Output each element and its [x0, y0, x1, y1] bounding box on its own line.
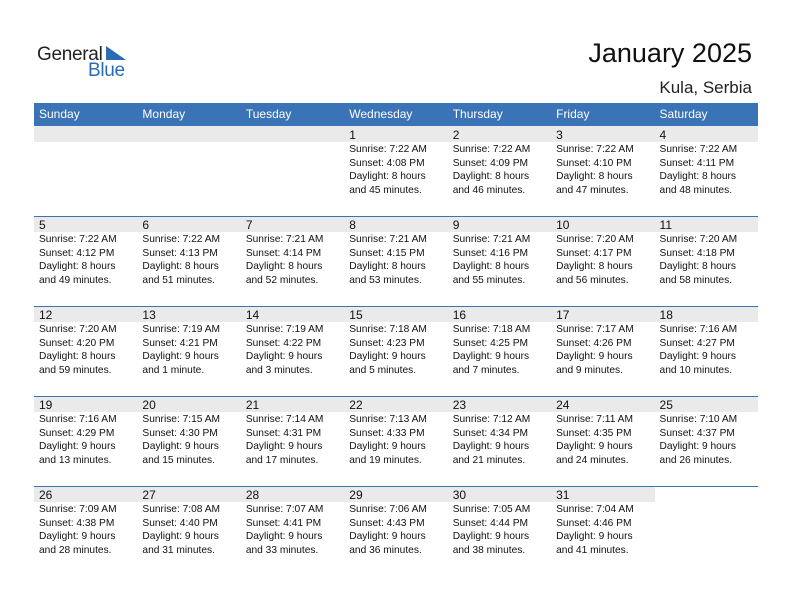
- day-minutes: and 3 minutes.: [245, 364, 313, 376]
- day-number: 22: [349, 398, 363, 412]
- day-daylight: Daylight: 9 hours: [349, 441, 426, 452]
- day-minutes: and 21 minutes.: [452, 454, 526, 466]
- day-sunrise: Sunrise: 7:07 AM: [245, 504, 324, 515]
- day-minutes: and 36 minutes.: [349, 544, 422, 556]
- day-sunrise: Sunrise: 7:22 AM: [142, 234, 221, 245]
- location-label: Kula, Serbia: [659, 78, 752, 97]
- day-number: 30: [452, 488, 467, 502]
- day-cell: [137, 216, 240, 306]
- day-sunrise: Sunrise: 7:04 AM: [556, 504, 634, 515]
- day-daylight: Daylight: 9 hours: [452, 441, 530, 452]
- day-sunset: Sunset: 4:22 PM: [245, 337, 322, 349]
- day-sunset: Sunset: 4:12 PM: [39, 247, 115, 259]
- day-daylight: Daylight: 9 hours: [556, 531, 633, 542]
- day-number: 24: [556, 398, 570, 412]
- day-cell: [655, 126, 758, 216]
- day-minutes: and 1 minute.: [142, 364, 205, 376]
- day-cell: [551, 306, 654, 396]
- day-number-bar: [655, 486, 758, 502]
- day-info: [34, 322, 137, 377]
- day-daylight: Daylight: 9 hours: [245, 351, 323, 362]
- day-info: [241, 232, 344, 287]
- calendar-grid: [34, 103, 758, 576]
- day-info: [137, 232, 240, 287]
- day-sunrise: Sunrise: 7:17 AM: [556, 324, 634, 335]
- logo-word-blue: Blue: [88, 60, 125, 81]
- day-daylight: Daylight: 9 hours: [39, 441, 116, 452]
- day-number-bar: [448, 126, 551, 142]
- day-daylight: Daylight: 8 hours: [452, 171, 530, 182]
- logo-word-general: General: [37, 44, 103, 65]
- day-info: [34, 502, 137, 557]
- day-number: 3: [556, 128, 563, 142]
- day-sunrise: Sunrise: 7:10 AM: [659, 414, 738, 425]
- day-cell: [551, 486, 654, 576]
- day-daylight: Daylight: 8 hours: [659, 171, 736, 182]
- day-number: 26: [39, 488, 53, 502]
- day-info: [34, 412, 137, 467]
- day-info: [241, 502, 344, 557]
- day-info: [551, 142, 654, 197]
- day-info: [655, 232, 758, 287]
- weekday-saturday: Saturday: [659, 107, 708, 121]
- day-daylight: Daylight: 9 hours: [659, 351, 736, 362]
- day-daylight: Daylight: 9 hours: [142, 441, 219, 452]
- day-number: 5: [39, 218, 46, 232]
- logo: [37, 44, 137, 84]
- day-daylight: Daylight: 9 hours: [452, 531, 530, 542]
- day-info: [448, 232, 551, 287]
- day-cell: [655, 216, 758, 306]
- day-number-bar: [344, 126, 447, 142]
- day-cell: [137, 486, 240, 576]
- day-sunset: Sunset: 4:31 PM: [245, 427, 322, 439]
- day-sunrise: Sunrise: 7:15 AM: [142, 414, 221, 425]
- empty-day-cell: [34, 126, 137, 216]
- day-cell: [241, 216, 344, 306]
- day-info: [551, 232, 654, 287]
- day-sunrise: Sunrise: 7:18 AM: [452, 324, 531, 335]
- day-daylight: Daylight: 9 hours: [452, 351, 530, 362]
- day-sunrise: Sunrise: 7:14 AM: [245, 414, 324, 425]
- day-cell: [655, 396, 758, 486]
- calendar-weeks: [34, 126, 758, 576]
- day-info: [344, 142, 447, 197]
- day-sunrise: Sunrise: 7:22 AM: [556, 144, 634, 155]
- weekday-wednesday: Wednesday: [349, 107, 413, 121]
- day-cell: [241, 486, 344, 576]
- day-sunrise: Sunrise: 7:22 AM: [452, 144, 531, 155]
- day-minutes: and 26 minutes.: [659, 454, 733, 466]
- day-sunset: Sunset: 4:21 PM: [142, 337, 218, 349]
- day-minutes: and 13 minutes.: [39, 454, 112, 466]
- day-minutes: and 31 minutes.: [142, 544, 215, 556]
- weekday-thursday: Thursday: [452, 107, 503, 121]
- day-cell: [551, 126, 654, 216]
- weekday-friday: Friday: [556, 107, 590, 121]
- day-minutes: and 38 minutes.: [452, 544, 526, 556]
- day-sunrise: Sunrise: 7:22 AM: [349, 144, 427, 155]
- day-minutes: and 7 minutes.: [452, 364, 520, 376]
- day-cell: [34, 216, 137, 306]
- day-minutes: and 24 minutes.: [556, 454, 629, 466]
- day-daylight: Daylight: 9 hours: [142, 351, 219, 362]
- day-cell: [34, 486, 137, 576]
- day-cell: [448, 216, 551, 306]
- day-cell: [344, 486, 447, 576]
- day-sunset: Sunset: 4:41 PM: [245, 517, 322, 529]
- day-cell: [344, 216, 447, 306]
- day-info: [551, 412, 654, 467]
- day-minutes: and 51 minutes.: [142, 274, 215, 286]
- day-sunrise: Sunrise: 7:20 AM: [659, 234, 738, 245]
- day-sunrise: Sunrise: 7:09 AM: [39, 504, 117, 515]
- day-sunrise: Sunrise: 7:16 AM: [659, 324, 738, 335]
- day-cell: [344, 396, 447, 486]
- day-daylight: Daylight: 9 hours: [245, 531, 323, 542]
- day-sunset: Sunset: 4:08 PM: [349, 157, 425, 169]
- day-minutes: and 33 minutes.: [245, 544, 319, 556]
- day-number: 1: [349, 128, 356, 142]
- day-cell: [34, 306, 137, 396]
- day-sunset: Sunset: 4:43 PM: [349, 517, 425, 529]
- empty-day-cell: [137, 126, 240, 216]
- day-sunrise: Sunrise: 7:16 AM: [39, 414, 117, 425]
- day-number: 27: [142, 488, 156, 502]
- day-minutes: and 53 minutes.: [349, 274, 422, 286]
- day-minutes: and 55 minutes.: [452, 274, 526, 286]
- day-number-bar: [34, 126, 137, 142]
- day-cell: [344, 126, 447, 216]
- day-info: [448, 412, 551, 467]
- day-sunset: Sunset: 4:13 PM: [142, 247, 218, 259]
- day-info: [137, 502, 240, 557]
- day-daylight: Daylight: 9 hours: [556, 441, 633, 452]
- day-sunset: Sunset: 4:44 PM: [452, 517, 529, 529]
- day-info: [137, 412, 240, 467]
- calendar-week: [34, 306, 758, 396]
- day-number-bar: [137, 216, 240, 232]
- day-cell: [34, 396, 137, 486]
- day-number-bar: [344, 216, 447, 232]
- weekday-header: [34, 103, 758, 126]
- day-sunset: Sunset: 4:34 PM: [452, 427, 529, 439]
- day-number: 2: [452, 128, 460, 142]
- day-minutes: and 47 minutes.: [556, 184, 629, 196]
- day-number: 21: [245, 398, 260, 412]
- day-sunrise: Sunrise: 7:20 AM: [556, 234, 634, 245]
- day-sunset: Sunset: 4:37 PM: [659, 427, 735, 439]
- day-number: 20: [142, 398, 156, 412]
- day-sunrise: Sunrise: 7:19 AM: [142, 324, 221, 335]
- day-sunset: Sunset: 4:15 PM: [349, 247, 425, 259]
- day-cell: [241, 306, 344, 396]
- day-daylight: Daylight: 8 hours: [142, 261, 219, 272]
- day-minutes: and 10 minutes.: [659, 364, 733, 376]
- day-number: 9: [452, 218, 460, 232]
- weekday-monday: Monday: [142, 107, 186, 121]
- day-daylight: Daylight: 9 hours: [39, 531, 116, 542]
- day-number: 11: [659, 218, 672, 232]
- day-minutes: and 45 minutes.: [349, 184, 422, 196]
- day-sunrise: Sunrise: 7:21 AM: [349, 234, 427, 245]
- day-number-bar: [137, 126, 240, 142]
- day-minutes: and 58 minutes.: [659, 274, 733, 286]
- day-daylight: Daylight: 8 hours: [349, 171, 426, 182]
- day-number-bar: [551, 126, 654, 142]
- day-daylight: Daylight: 8 hours: [659, 261, 736, 272]
- day-number: 29: [349, 488, 363, 502]
- day-sunrise: Sunrise: 7:22 AM: [39, 234, 117, 245]
- day-number: 14: [245, 308, 260, 322]
- day-number: 31: [556, 488, 570, 502]
- day-sunrise: Sunrise: 7:08 AM: [142, 504, 221, 515]
- day-daylight: Daylight: 8 hours: [556, 171, 633, 182]
- day-sunrise: Sunrise: 7:19 AM: [245, 324, 324, 335]
- day-daylight: Daylight: 9 hours: [349, 351, 426, 362]
- day-info: [448, 142, 551, 197]
- day-sunrise: Sunrise: 7:11 AM: [556, 414, 633, 425]
- day-daylight: Daylight: 8 hours: [39, 351, 116, 362]
- day-number: 6: [142, 218, 150, 232]
- day-info: [241, 322, 344, 377]
- day-number-bar: [241, 216, 344, 232]
- day-number: 7: [245, 218, 253, 232]
- day-sunset: Sunset: 4:38 PM: [39, 517, 115, 529]
- day-minutes: and 52 minutes.: [245, 274, 319, 286]
- weekday-tuesday: Tuesday: [245, 107, 292, 121]
- day-sunset: Sunset: 4:26 PM: [556, 337, 632, 349]
- day-info: [344, 502, 447, 557]
- day-number: 10: [556, 218, 570, 232]
- day-number: 12: [39, 308, 53, 322]
- empty-day-cell: [241, 126, 344, 216]
- day-cell: [551, 216, 654, 306]
- day-number: 13: [142, 308, 156, 322]
- day-cell: [137, 306, 240, 396]
- day-cell: [551, 396, 654, 486]
- day-daylight: Daylight: 9 hours: [659, 441, 736, 452]
- day-sunset: Sunset: 4:10 PM: [556, 157, 632, 169]
- day-info: [241, 412, 344, 467]
- day-number: 15: [349, 308, 363, 322]
- day-sunset: Sunset: 4:27 PM: [659, 337, 735, 349]
- day-info: [551, 502, 654, 557]
- day-sunset: Sunset: 4:29 PM: [39, 427, 115, 439]
- day-info: [551, 322, 654, 377]
- day-number: 8: [349, 218, 356, 232]
- day-minutes: and 5 minutes.: [349, 364, 417, 376]
- day-number: 16: [452, 308, 467, 322]
- day-sunset: Sunset: 4:14 PM: [245, 247, 322, 259]
- day-cell: [448, 306, 551, 396]
- day-sunrise: Sunrise: 7:20 AM: [39, 324, 117, 335]
- day-info: [344, 322, 447, 377]
- day-minutes: and 59 minutes.: [39, 364, 112, 376]
- day-sunrise: Sunrise: 7:21 AM: [452, 234, 531, 245]
- day-minutes: and 56 minutes.: [556, 274, 629, 286]
- day-number: 23: [452, 398, 467, 412]
- day-minutes: and 17 minutes.: [245, 454, 319, 466]
- day-info: [655, 412, 758, 467]
- day-sunset: Sunset: 4:25 PM: [452, 337, 529, 349]
- day-daylight: Daylight: 9 hours: [556, 351, 633, 362]
- day-cell: [241, 396, 344, 486]
- day-minutes: and 19 minutes.: [349, 454, 422, 466]
- day-sunrise: Sunrise: 7:22 AM: [659, 144, 738, 155]
- day-minutes: and 46 minutes.: [452, 184, 526, 196]
- day-number-bar: [241, 126, 344, 142]
- day-sunset: Sunset: 4:16 PM: [452, 247, 529, 259]
- day-minutes: and 49 minutes.: [39, 274, 112, 286]
- day-minutes: and 15 minutes.: [142, 454, 215, 466]
- day-sunset: Sunset: 4:30 PM: [142, 427, 218, 439]
- calendar-week: [34, 486, 758, 576]
- day-cell: [448, 126, 551, 216]
- day-number: 17: [556, 308, 570, 322]
- day-info: [448, 502, 551, 557]
- day-minutes: and 48 minutes.: [659, 184, 733, 196]
- day-sunset: Sunset: 4:18 PM: [659, 247, 735, 259]
- day-daylight: Daylight: 8 hours: [349, 261, 426, 272]
- day-daylight: Daylight: 9 hours: [142, 531, 219, 542]
- day-daylight: Daylight: 9 hours: [245, 441, 323, 452]
- day-sunset: Sunset: 4:33 PM: [349, 427, 425, 439]
- day-minutes: and 9 minutes.: [556, 364, 623, 376]
- day-sunset: Sunset: 4:20 PM: [39, 337, 115, 349]
- day-minutes: and 28 minutes.: [39, 544, 112, 556]
- day-number: 18: [659, 308, 673, 322]
- calendar-week: [34, 396, 758, 486]
- day-number: 4: [659, 128, 667, 142]
- day-info: [655, 322, 758, 377]
- day-sunrise: Sunrise: 7:05 AM: [452, 504, 531, 515]
- day-sunset: Sunset: 4:11 PM: [659, 157, 735, 169]
- day-sunrise: Sunrise: 7:12 AM: [452, 414, 531, 425]
- day-number: 28: [245, 488, 260, 502]
- day-minutes: and 41 minutes.: [556, 544, 629, 556]
- day-number-bar: [34, 216, 137, 232]
- day-cell: [448, 396, 551, 486]
- day-daylight: Daylight: 9 hours: [349, 531, 426, 542]
- day-number-bar: [448, 216, 551, 232]
- weekday-sunday: Sunday: [39, 107, 80, 121]
- day-info: [448, 322, 551, 377]
- day-daylight: Daylight: 8 hours: [39, 261, 116, 272]
- day-sunrise: Sunrise: 7:21 AM: [245, 234, 324, 245]
- day-info: [34, 232, 137, 287]
- day-sunrise: Sunrise: 7:18 AM: [349, 324, 427, 335]
- day-daylight: Daylight: 8 hours: [556, 261, 633, 272]
- day-info: [344, 232, 447, 287]
- day-sunrise: Sunrise: 7:13 AM: [349, 414, 427, 425]
- page-title: January 2025: [588, 38, 752, 68]
- calendar-week: [34, 216, 758, 306]
- day-cell: [344, 306, 447, 396]
- day-sunset: Sunset: 4:46 PM: [556, 517, 632, 529]
- empty-day-cell: [655, 486, 758, 576]
- day-sunset: Sunset: 4:23 PM: [349, 337, 425, 349]
- day-sunset: Sunset: 4:09 PM: [452, 157, 529, 169]
- day-daylight: Daylight: 8 hours: [245, 261, 323, 272]
- day-sunset: Sunset: 4:17 PM: [556, 247, 632, 259]
- calendar-week: [34, 126, 758, 216]
- day-info: [344, 412, 447, 467]
- day-sunset: Sunset: 4:40 PM: [142, 517, 218, 529]
- day-sunrise: Sunrise: 7:06 AM: [349, 504, 427, 515]
- day-daylight: Daylight: 8 hours: [452, 261, 530, 272]
- day-cell: [448, 486, 551, 576]
- day-cell: [137, 396, 240, 486]
- day-number: 25: [659, 398, 673, 412]
- day-info: [137, 322, 240, 377]
- day-cell: [655, 306, 758, 396]
- day-info: [655, 142, 758, 197]
- day-sunset: Sunset: 4:35 PM: [556, 427, 632, 439]
- day-number: 19: [39, 398, 53, 412]
- day-number-bar: [655, 126, 758, 142]
